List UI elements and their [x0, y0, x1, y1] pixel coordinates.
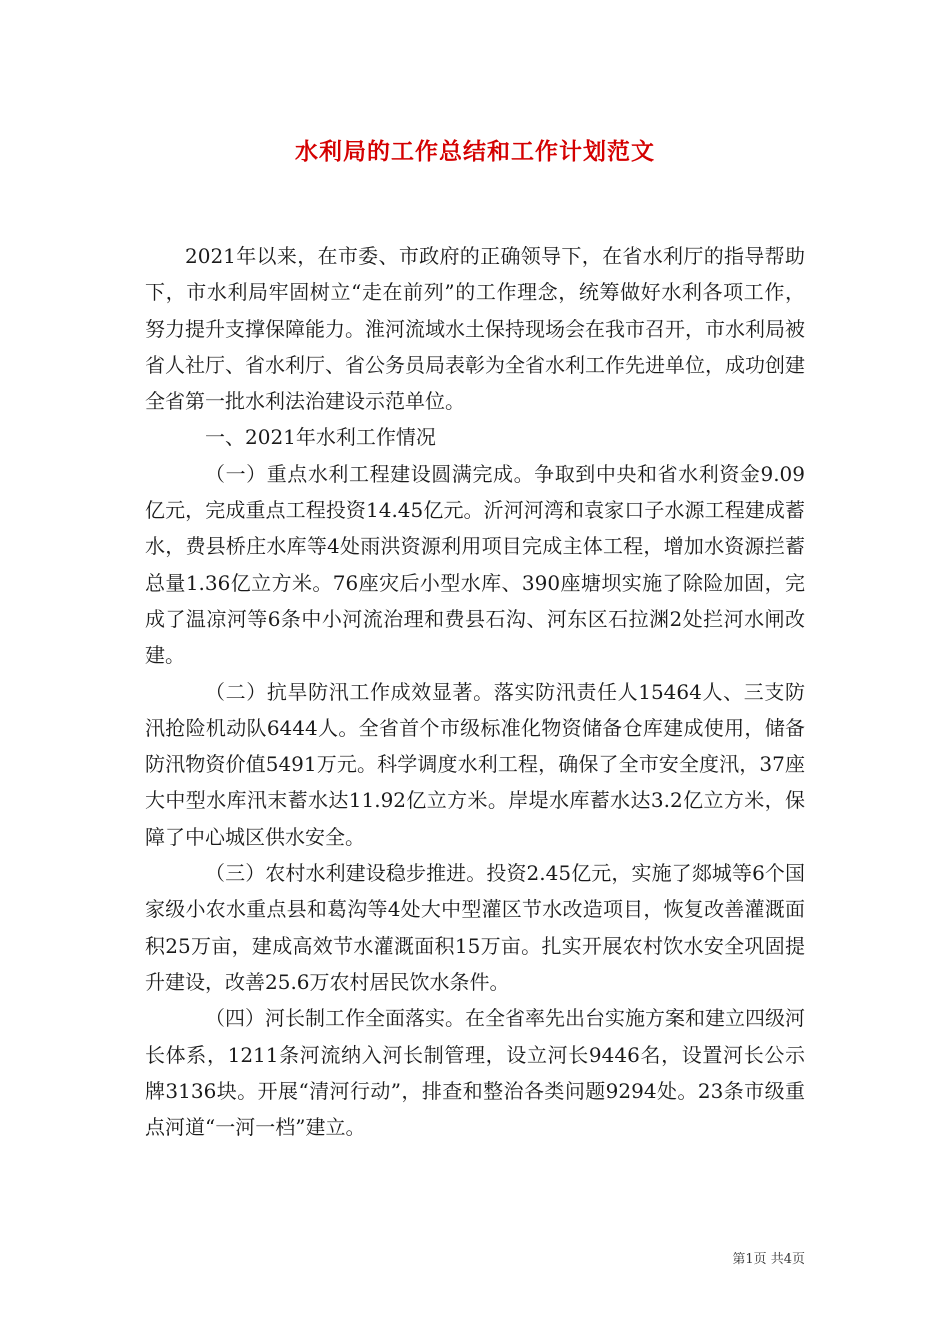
paragraph-river-chief: （四）河长制工作全面落实。在全省率先出台实施方案和建立四级河长体系，1211条河流纳入河长制管理，设立河长9446名，设置河长公示牌3136块。开展“清河行动”，排查和整治各类问题9294处。23条市级重点河道“一河一档”建立。	[145, 1006, 805, 1140]
paragraph-key-projects: （一）重点水利工程建设圆满完成。争取到中央和省水利资金9.09亿元，完成重点工程投资14.45亿元。沂河河湾和袁家口子水源工程建成蓄水，费县桥庄水库等4处雨洪资源利用项目完成主体工程，增加水资源拦蓄总量1.36亿立方米。76座灾后小型水库、390座塘坝实施了除险加固，完成了温凉河等6条中小河流治理和费县石沟、河东区石拉渊2处拦河水闸改建。	[145, 461, 805, 668]
section-heading: 一、2021年水利工作情况	[205, 425, 436, 450]
intro-paragraph: 2021年以来，在市委、市政府的正确领导下，在省水利厅的指导帮助下，市水利局牢固树立“走在前列”的工作理念，统筹做好水利各项工作，努力提升支撑保障能力。淮河流域水土保持现场会在我市召开，市水利局被省人社厅、省水利厅、省公务员局表彰为全省水利工作先进单位，成功创建全省第一批水利法治建设示范单位。	[145, 244, 805, 414]
document-body	[145, 238, 805, 1145]
page-number: 第1页 共4页	[732, 1252, 805, 1267]
paragraph-flood-control: （二）抗旱防汛工作成效显著。落实防汛责任人15464人、三支防汛抢险机动队6444人。全省首个市级标准化物资储备仓库建成使用，储备防汛物资价值5491万元。科学调度水利工程，确保了全市安全度汛，37座大中型水库汛末蓄水达11.92亿立方米。岸堤水库蓄水达3.2亿立方米，保障了中心城区供水安全。	[145, 679, 805, 849]
document-title: 水利局的工作总结和工作计划范文	[295, 138, 655, 165]
paragraph-rural-water: （三）农村水利建设稳步推进。投资2.45亿元，实施了郯城等6个国家级小农水重点县和葛沟等4处大中型灌区节水改造项目，恢复改善灌溉面积25万亩，建成高效节水灌溉面积15万亩。扎实开展农村饮水安全巩固提升建设，改善25.6万农村居民饮水条件。	[145, 861, 805, 994]
